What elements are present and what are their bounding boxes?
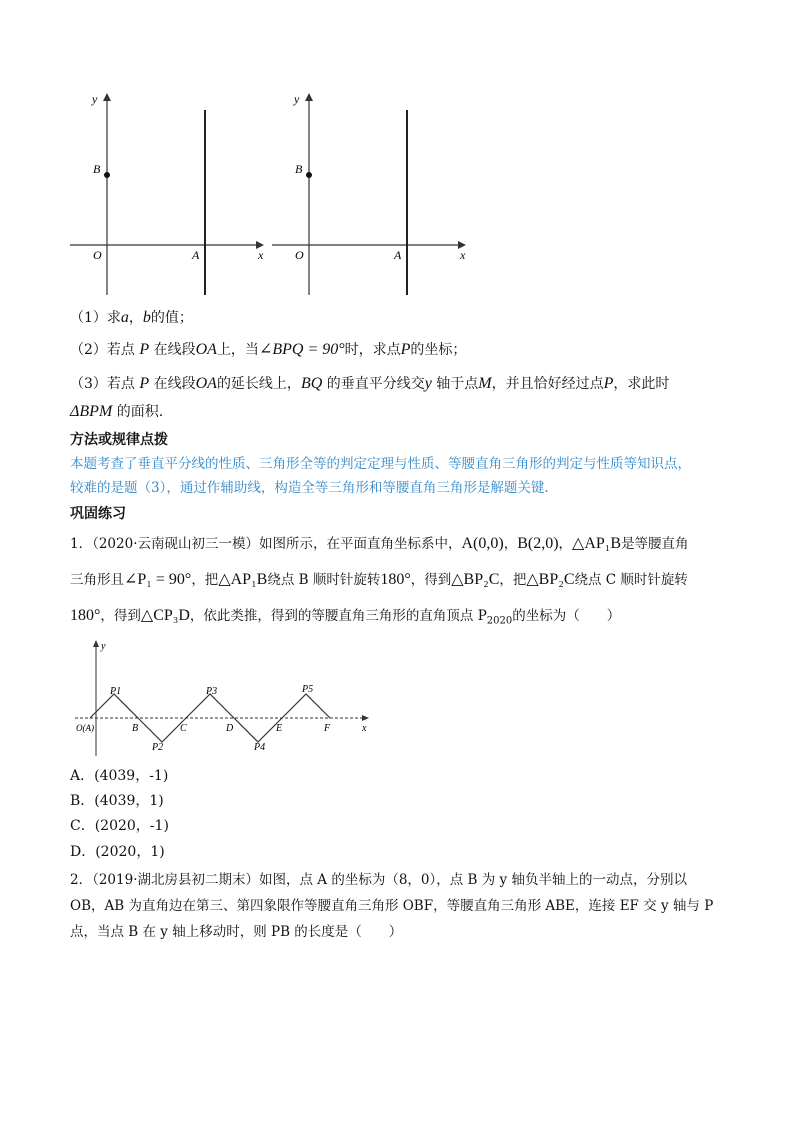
point-d-label: D bbox=[226, 723, 234, 734]
y-label: y bbox=[92, 92, 98, 106]
problem-1-line-1 bbox=[70, 534, 689, 554]
point-b bbox=[306, 172, 312, 178]
problem-2-line-2: OB，AB 为直角边在第三、第四象限作等腰直角三角形 OBF，等腰直角三角形 ABE，连接 EF 交 y 轴与 P bbox=[70, 898, 714, 914]
point-p4-label: P4 bbox=[254, 742, 266, 753]
p1-text: 1．（2020·云南砚山初三一模）如图所示，在平面直角坐标系中， bbox=[70, 536, 462, 552]
q2-t1: 在线段 bbox=[153, 342, 196, 358]
point-b-label: B bbox=[132, 723, 139, 734]
q2-t3: 时，求点 bbox=[344, 342, 401, 358]
triangle-ap1b: △AP₁B bbox=[218, 571, 268, 588]
point-f-label: F bbox=[324, 723, 331, 734]
p1-text: ，得到 bbox=[100, 608, 141, 624]
q1-text: （1）求 bbox=[70, 310, 121, 326]
point-a-coord: A(0,0) bbox=[461, 535, 504, 552]
q2-t4: 的坐标； bbox=[410, 342, 467, 358]
origin-label: O(A) bbox=[76, 723, 94, 733]
method-text-line-2: 较难的是题（3），通过作辅助线，构造全等三角形和等腰直角三角形是解题关键. bbox=[70, 480, 549, 496]
option-b[interactable]: B．(4039，1) bbox=[70, 793, 164, 809]
p1-text: ，依此类推，得到的等腰直角三角形的直角顶点 P bbox=[189, 608, 487, 624]
point-e-label: E bbox=[276, 723, 283, 734]
p1-text: 是等腰直角 bbox=[621, 536, 689, 552]
q3-t3: 的垂直平分线交 bbox=[326, 376, 425, 392]
p1-text: ，把 bbox=[499, 572, 527, 588]
triangle-ap1b: △AP₁B bbox=[572, 535, 622, 552]
p1-text: 绕点 C 顺时针旋转 bbox=[574, 572, 688, 588]
segment-bq: BQ bbox=[300, 375, 323, 392]
practice-heading: 巩固练习 bbox=[70, 506, 126, 522]
p1-comma: ， bbox=[558, 536, 573, 552]
problem-2-line-1: 2．（2019·湖北房县初二期末）如图，点 A 的坐标为（8，0），点 B 为 y 轴负半轴上的一动点，分别以 bbox=[70, 872, 687, 888]
var-a: a bbox=[120, 309, 129, 326]
option-c[interactable]: C．(2020，-1) bbox=[70, 818, 169, 834]
point-p1-label: P1 bbox=[110, 686, 122, 697]
p1-text: ，得到 bbox=[410, 572, 452, 588]
method-heading: 方法或规律点拨 bbox=[70, 432, 168, 448]
problem-1-line-3 bbox=[70, 606, 620, 632]
coordinate-figure-1 bbox=[60, 85, 280, 300]
problem-2-line-3: 点，当点 B 在 y 轴上移动时，则 PB 的长度是（ ） bbox=[70, 924, 403, 940]
q3-t5: ，并且恰好经过点 bbox=[491, 376, 604, 392]
q3-text: （3）若点 bbox=[70, 376, 135, 392]
point-p5-label: P5 bbox=[302, 684, 314, 695]
q3-t2: 的延长线上， bbox=[216, 376, 301, 392]
a-label: A bbox=[394, 248, 402, 262]
q3-t1: 在线段 bbox=[153, 376, 196, 392]
coordinate-figure-2 bbox=[262, 85, 482, 300]
point-b-coord: B(2,0) bbox=[517, 535, 559, 552]
b-label: B bbox=[295, 162, 303, 176]
q2-text: （2）若点 bbox=[70, 342, 135, 358]
x-label: x bbox=[460, 248, 466, 262]
zigzag-figure bbox=[70, 636, 380, 761]
angle-bpq: ∠BPQ = 90° bbox=[258, 341, 345, 358]
p1-text: 的坐标为（ ） bbox=[512, 608, 621, 624]
problem-1-line-2 bbox=[70, 570, 688, 590]
a-label: A bbox=[192, 248, 200, 262]
angle-p1: ∠P₁ = 90° bbox=[124, 571, 192, 588]
var-m: M bbox=[478, 375, 492, 392]
option-d[interactable]: D．(2020，1) bbox=[70, 844, 165, 860]
q1-sep: ， bbox=[128, 310, 143, 326]
segment-oa: OA bbox=[195, 341, 217, 358]
o-label: O bbox=[93, 248, 102, 262]
var-p: P bbox=[603, 375, 614, 392]
var-p: P bbox=[139, 375, 150, 392]
o-label: O bbox=[295, 248, 304, 262]
triangle-bp2c: △BP₂C bbox=[451, 571, 500, 588]
p1-text: ，把 bbox=[191, 572, 219, 588]
method-text-line-1: 本题考查了垂直平分线的性质、三角形全等的判定定理与性质、等腰直角三角形的判定与性质等知识点， bbox=[70, 456, 691, 472]
triangle-bpm: ΔBPM bbox=[70, 403, 113, 420]
x-label: x bbox=[258, 248, 264, 262]
option-a[interactable]: A．(4039，-1) bbox=[70, 768, 169, 784]
p1-comma: ， bbox=[503, 536, 518, 552]
y-label: y bbox=[101, 641, 106, 652]
point-p2-label: P2 bbox=[152, 742, 164, 753]
point-p3-label: P3 bbox=[206, 686, 218, 697]
triangle-bp2c: △BP₂C bbox=[526, 571, 575, 588]
var-y: y bbox=[424, 375, 432, 392]
x-label: x bbox=[362, 723, 367, 734]
point-b bbox=[104, 172, 110, 178]
question-1 bbox=[70, 308, 193, 328]
question-2 bbox=[70, 340, 466, 360]
var-b: b bbox=[142, 309, 151, 326]
q3-t7: 的面积. bbox=[116, 404, 164, 420]
var-p: P bbox=[400, 341, 411, 358]
segment-oa: OA bbox=[195, 375, 217, 392]
triangle-cp3d: △CP₃D bbox=[140, 607, 190, 624]
p1-text: 绕点 B 顺时针旋转 bbox=[267, 572, 381, 588]
subscript-2020: 2020 bbox=[486, 615, 513, 627]
p1-text: 三角形且 bbox=[70, 572, 124, 588]
b-label: B bbox=[93, 162, 101, 176]
q1-tail: 的值； bbox=[150, 310, 193, 326]
point-c-label: C bbox=[180, 723, 187, 734]
rotation-angle: 180° bbox=[70, 607, 101, 624]
y-label: y bbox=[294, 92, 300, 106]
q3-t4: 轴于点 bbox=[436, 376, 479, 392]
q2-t2: 上，当 bbox=[216, 342, 259, 358]
var-p: P bbox=[139, 341, 150, 358]
rotation-angle: 180° bbox=[380, 571, 411, 588]
q3-t6: ，求此时 bbox=[613, 376, 670, 392]
question-3-line-1 bbox=[70, 374, 669, 394]
question-3-line-2 bbox=[70, 402, 163, 422]
